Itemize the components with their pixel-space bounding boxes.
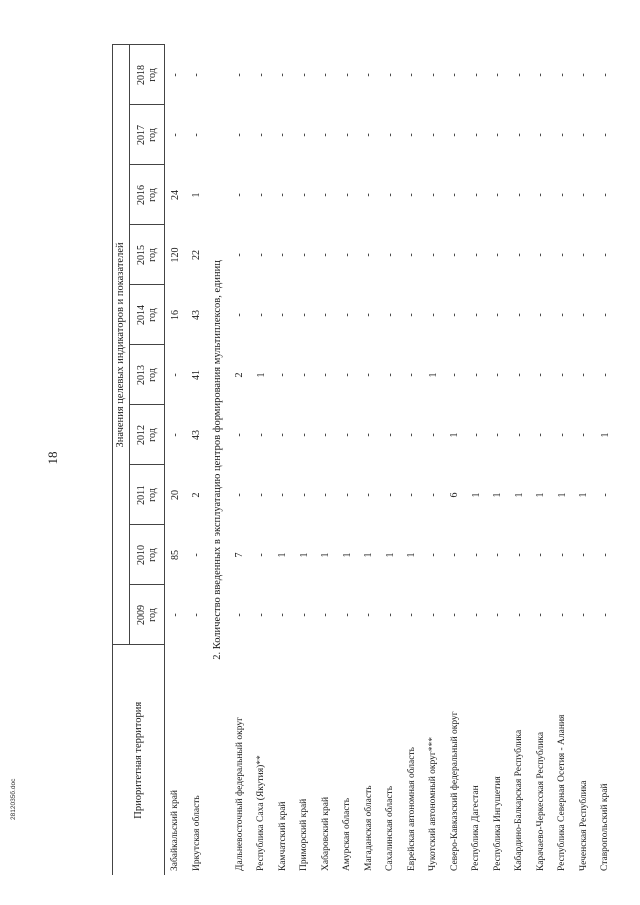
year-column-header — [130, 285, 165, 345]
value-cell: - — [513, 313, 525, 317]
value-cell: 1 — [556, 492, 568, 498]
value-cell: - — [234, 433, 246, 437]
value-cell: - — [427, 553, 439, 557]
value-cell: - — [599, 373, 611, 377]
year-column-header — [130, 165, 165, 225]
values-column-header: Значения целевых индикаторов и показателей — [113, 45, 130, 645]
territory-name-cell: Чеченская Республика — [578, 780, 589, 871]
value-cell: 43 — [191, 310, 203, 320]
value-cell: - — [599, 193, 611, 197]
value-cell: - — [170, 73, 181, 77]
value-cell: - — [556, 373, 568, 377]
value-cell: - — [427, 433, 439, 437]
value-cell: - — [298, 133, 310, 137]
value-cell: - — [384, 433, 396, 437]
value-cell: - — [341, 433, 353, 437]
value-cell: 85 — [170, 550, 181, 560]
value-cell: - — [449, 373, 461, 377]
value-cell: - — [234, 133, 246, 137]
value-cell: - — [277, 373, 289, 377]
value-cell: - — [255, 313, 267, 317]
value-cell: - — [320, 373, 332, 377]
value-cell: - — [191, 133, 203, 137]
value-cell: - — [384, 253, 396, 257]
value-cell: - — [320, 253, 332, 257]
year-column-header — [130, 405, 165, 465]
value-cell: - — [320, 193, 332, 197]
value-cell: - — [578, 373, 590, 377]
value-cell: 1 — [384, 552, 396, 558]
value-cell: - — [578, 73, 590, 77]
year-unit-label: год — [147, 128, 158, 142]
value-cell: - — [556, 133, 568, 137]
value-cell: - — [513, 373, 525, 377]
value-cell: - — [363, 613, 375, 617]
value-cell: - — [277, 133, 289, 137]
value-cell: - — [191, 613, 203, 617]
value-cell: - — [255, 193, 267, 197]
table-row — [229, 45, 251, 875]
value-cell: - — [535, 373, 547, 377]
table-row — [530, 45, 552, 875]
value-cell: 7 — [234, 552, 246, 558]
value-cell: - — [363, 253, 375, 257]
value-cell: - — [427, 193, 439, 197]
value-cell: - — [363, 73, 375, 77]
value-cell: - — [363, 493, 375, 497]
value-cell: - — [234, 193, 246, 197]
value-cell: - — [298, 493, 310, 497]
value-cell: - — [599, 313, 611, 317]
value-cell: - — [384, 373, 396, 377]
value-cell: - — [341, 373, 353, 377]
table-row — [595, 45, 617, 875]
value-cell: - — [470, 253, 482, 257]
indicators-table — [112, 44, 616, 875]
year-label: 2016 — [136, 185, 147, 205]
territory-name-cell: Хабаровский край — [320, 796, 331, 871]
value-cell: - — [556, 193, 568, 197]
value-cell: - — [277, 193, 289, 197]
value-cell: 1 — [535, 492, 547, 498]
value-cell: - — [384, 133, 396, 137]
year-column-header — [130, 525, 165, 585]
year-unit-label: год — [147, 248, 158, 262]
value-cell: - — [234, 73, 246, 77]
value-cell: - — [341, 133, 353, 137]
value-cell: - — [535, 433, 547, 437]
value-cell: - — [320, 433, 332, 437]
value-cell: 1 — [320, 552, 332, 558]
value-cell: - — [320, 613, 332, 617]
value-cell: - — [234, 253, 246, 257]
value-cell: - — [427, 73, 439, 77]
year-label: 2010 — [136, 545, 147, 565]
value-cell: 1 — [255, 372, 267, 378]
value-cell: - — [492, 613, 504, 617]
value-cell: - — [513, 553, 525, 557]
value-cell: - — [556, 433, 568, 437]
value-cell: - — [556, 613, 568, 617]
value-cell: - — [449, 613, 461, 617]
value-cell: 1 — [341, 552, 353, 558]
table-header — [113, 45, 165, 875]
territory-name-cell: Еврейская автономная область — [406, 747, 417, 871]
value-cell: - — [513, 133, 525, 137]
value-cell: - — [599, 73, 611, 77]
year-unit-label: год — [147, 548, 158, 562]
territory-name-cell: Карачаево-Черкесская Республика — [535, 731, 546, 871]
value-cell: - — [170, 373, 181, 377]
value-cell: 1 — [191, 192, 203, 198]
value-cell: - — [384, 193, 396, 197]
value-cell: - — [406, 613, 418, 617]
value-cell: 1 — [578, 492, 590, 498]
page-number: 18 — [45, 451, 60, 465]
value-cell: - — [234, 613, 246, 617]
year-label: 2018 — [136, 64, 147, 85]
territory-name-cell: Приморский край — [299, 798, 310, 871]
table-row — [487, 45, 509, 875]
value-cell: 1 — [599, 432, 611, 438]
value-cell: 24 — [170, 190, 181, 200]
value-cell: - — [470, 433, 482, 437]
value-cell: - — [599, 553, 611, 557]
table-row — [552, 45, 574, 875]
rotated-table-sheet — [112, 45, 611, 875]
table-row — [444, 45, 466, 875]
value-cell: 16 — [170, 310, 181, 320]
value-cell: - — [277, 613, 289, 617]
value-cell: - — [492, 193, 504, 197]
value-cell: - — [427, 613, 439, 617]
table-row — [165, 45, 187, 875]
table-row — [337, 45, 359, 875]
value-cell: - — [341, 253, 353, 257]
value-cell: - — [492, 133, 504, 137]
value-cell: - — [578, 193, 590, 197]
value-cell: 1 — [492, 492, 504, 498]
value-cell: - — [492, 553, 504, 557]
value-cell: - — [449, 133, 461, 137]
value-cell: - — [599, 493, 611, 497]
value-cell: - — [277, 313, 289, 317]
value-cell: - — [470, 193, 482, 197]
value-cell: - — [406, 73, 418, 77]
value-cell: - — [470, 133, 482, 137]
value-cell: - — [449, 73, 461, 77]
territory-name-cell: Дальневосточный федеральный округ — [234, 717, 245, 871]
value-cell: - — [556, 553, 568, 557]
value-cell: - — [513, 253, 525, 257]
value-cell: 2 — [191, 492, 203, 498]
year-column-header — [130, 105, 165, 165]
territory-name-cell: Забайкальский край — [170, 790, 181, 871]
year-label: 2014 — [136, 305, 147, 325]
value-cell: - — [320, 313, 332, 317]
year-column-header — [130, 465, 165, 525]
value-cell: - — [449, 553, 461, 557]
territory-name-cell: Кабардино-Балкарская Республика — [514, 729, 525, 871]
value-cell: - — [255, 133, 267, 137]
value-cell: - — [513, 193, 525, 197]
territory-name-cell: Республика Северная Осетия - Алания — [557, 714, 568, 871]
value-cell: - — [449, 313, 461, 317]
value-cell: - — [298, 73, 310, 77]
value-cell: - — [578, 613, 590, 617]
value-cell: 41 — [191, 370, 203, 380]
value-cell: - — [449, 253, 461, 257]
value-cell: - — [234, 313, 246, 317]
table-row — [573, 45, 595, 875]
territory-name-cell: Северо-Кавказский федеральный округ — [449, 711, 460, 871]
value-cell: - — [191, 73, 203, 77]
value-cell: 1 — [427, 372, 439, 378]
value-cell: - — [599, 613, 611, 617]
value-cell: - — [535, 193, 547, 197]
territory-name-cell: Чукотский автономный округ*** — [428, 736, 439, 871]
value-cell: - — [599, 253, 611, 257]
value-cell: 1 — [363, 552, 375, 558]
value-cell: 1 — [449, 432, 461, 438]
value-cell: - — [556, 313, 568, 317]
value-cell: - — [298, 253, 310, 257]
table-row — [401, 45, 423, 875]
value-cell: 22 — [191, 250, 203, 260]
value-cell: 120 — [170, 247, 181, 263]
value-cell: - — [341, 73, 353, 77]
territory-name-cell: Амурская область — [342, 797, 353, 871]
value-cell: - — [513, 613, 525, 617]
year-unit-label: год — [147, 368, 158, 382]
table-row — [251, 45, 273, 875]
value-cell: - — [341, 613, 353, 617]
value-cell: - — [363, 433, 375, 437]
value-cell: - — [255, 613, 267, 617]
value-cell: - — [535, 133, 547, 137]
value-cell: - — [363, 193, 375, 197]
value-cell: - — [298, 313, 310, 317]
year-label: 2009 — [136, 605, 147, 625]
year-label: 2012 — [136, 425, 147, 445]
value-cell: - — [363, 133, 375, 137]
table-row — [509, 45, 531, 875]
section-title-row — [208, 45, 230, 875]
value-cell: - — [384, 313, 396, 317]
year-label: 2011 — [136, 485, 147, 505]
table-row — [315, 45, 337, 875]
value-cell: - — [298, 433, 310, 437]
value-cell: - — [298, 613, 310, 617]
value-cell: - — [384, 613, 396, 617]
section-title: 2. Количество введенных в эксплуатацию центров формирования мультиплексов, единиц — [212, 260, 224, 660]
value-cell: - — [255, 73, 267, 77]
value-cell: - — [513, 433, 525, 437]
territory-name-cell: Республика Саха (Якутия)** — [256, 755, 267, 871]
value-cell: - — [427, 313, 439, 317]
value-cell: 1 — [513, 492, 525, 498]
value-cell: - — [492, 373, 504, 377]
value-cell: - — [578, 553, 590, 557]
value-cell: - — [320, 73, 332, 77]
value-cell: - — [341, 193, 353, 197]
value-cell: - — [492, 73, 504, 77]
table-body — [165, 45, 617, 875]
value-cell: - — [384, 73, 396, 77]
value-cell: - — [406, 253, 418, 257]
value-cell: - — [277, 433, 289, 437]
year-column-header — [130, 345, 165, 405]
value-cell: - — [492, 433, 504, 437]
value-cell: - — [170, 433, 181, 437]
year-column-header — [130, 585, 165, 645]
year-column-header — [130, 225, 165, 285]
territory-name-cell: Камчатский край — [277, 801, 288, 871]
table-row — [466, 45, 488, 875]
value-cell: - — [492, 253, 504, 257]
value-cell: 20 — [170, 490, 181, 500]
value-cell: - — [320, 493, 332, 497]
year-label: 2015 — [136, 245, 147, 265]
year-column-header — [130, 45, 165, 105]
table-row — [272, 45, 294, 875]
territory-name-cell: Иркутская область — [191, 795, 202, 871]
document-footer: 2812035б.doc — [10, 778, 17, 820]
value-cell: - — [255, 253, 267, 257]
value-cell: - — [298, 193, 310, 197]
value-cell: - — [406, 373, 418, 377]
value-cell: - — [341, 313, 353, 317]
value-cell: 1 — [470, 492, 482, 498]
value-cell: 6 — [449, 492, 461, 498]
year-unit-label: год — [147, 188, 158, 202]
value-cell: - — [384, 493, 396, 497]
value-cell: - — [535, 73, 547, 77]
value-cell: - — [191, 553, 203, 557]
value-cell: - — [406, 193, 418, 197]
value-cell: - — [578, 253, 590, 257]
value-cell: - — [363, 313, 375, 317]
value-cell: - — [170, 133, 181, 137]
value-cell: 43 — [191, 430, 203, 440]
territory-name-cell: Ставропольский край — [600, 783, 611, 871]
value-cell: - — [556, 253, 568, 257]
territory-name-cell: Магаданская область — [363, 785, 374, 871]
value-cell: - — [406, 313, 418, 317]
value-cell: 1 — [406, 552, 418, 558]
territory-name-cell: Республика Дагестан — [471, 785, 482, 871]
territory-column-header: Приоритетная территория — [113, 645, 165, 875]
value-cell: - — [255, 433, 267, 437]
year-unit-label: год — [147, 488, 158, 502]
value-cell: - — [470, 373, 482, 377]
value-cell: - — [427, 133, 439, 137]
value-cell: - — [535, 613, 547, 617]
value-cell: - — [298, 373, 310, 377]
value-cell: - — [449, 193, 461, 197]
table-row — [380, 45, 402, 875]
value-cell: - — [277, 253, 289, 257]
value-cell: 2 — [234, 372, 246, 378]
year-unit-label: год — [147, 68, 158, 82]
value-cell: - — [406, 133, 418, 137]
value-cell: - — [363, 373, 375, 377]
year-label: 2013 — [136, 365, 147, 385]
value-cell: 1 — [277, 552, 289, 558]
value-cell: - — [255, 553, 267, 557]
value-cell: - — [578, 433, 590, 437]
table-row — [358, 45, 380, 875]
value-cell: - — [341, 493, 353, 497]
value-cell: 1 — [298, 552, 310, 558]
value-cell: - — [406, 493, 418, 497]
value-cell: - — [277, 493, 289, 497]
value-cell: - — [234, 493, 246, 497]
table-row — [294, 45, 316, 875]
territory-name-cell: Сахалинская область — [385, 785, 396, 871]
value-cell: - — [535, 553, 547, 557]
value-cell: - — [470, 73, 482, 77]
value-cell: - — [406, 433, 418, 437]
value-cell: - — [320, 133, 332, 137]
value-cell: - — [427, 493, 439, 497]
value-cell: - — [535, 253, 547, 257]
year-unit-label: год — [147, 608, 158, 622]
value-cell: - — [427, 253, 439, 257]
table-row — [423, 45, 445, 875]
value-cell: - — [578, 313, 590, 317]
value-cell: - — [255, 493, 267, 497]
year-unit-label: год — [147, 428, 158, 442]
value-cell: - — [470, 313, 482, 317]
table-row — [186, 45, 208, 875]
territory-name-cell: Республика Ингушетия — [492, 776, 503, 871]
year-label: 2017 — [136, 125, 147, 145]
value-cell: - — [535, 313, 547, 317]
value-cell: - — [492, 313, 504, 317]
value-cell: - — [599, 133, 611, 137]
value-cell: - — [556, 73, 568, 77]
value-cell: - — [470, 613, 482, 617]
value-cell: - — [513, 73, 525, 77]
value-cell: - — [170, 613, 181, 617]
value-cell: - — [470, 553, 482, 557]
year-unit-label: год — [147, 308, 158, 322]
value-cell: - — [277, 73, 289, 77]
value-cell: - — [578, 133, 590, 137]
